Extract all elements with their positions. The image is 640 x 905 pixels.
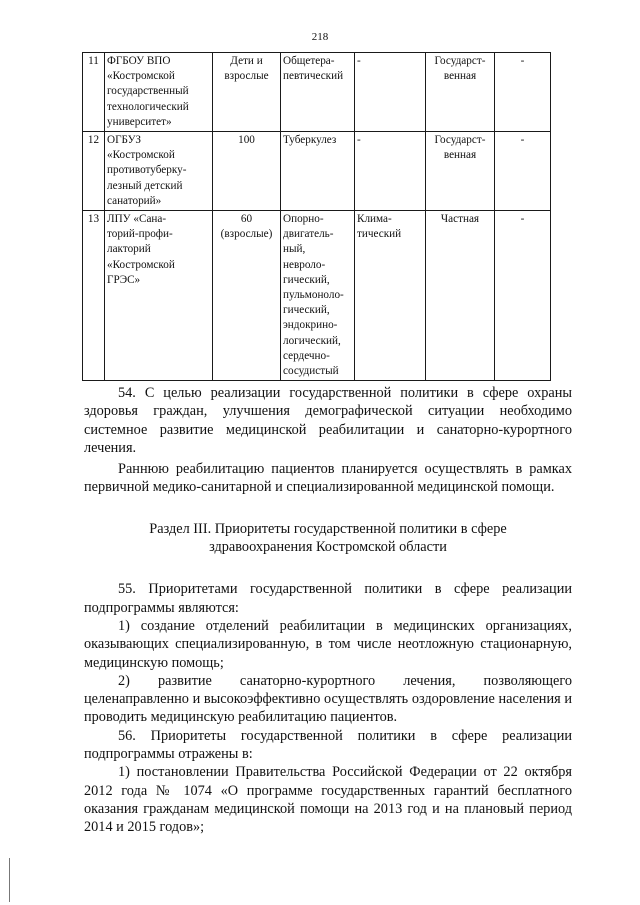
cell-line: (взрослые) xyxy=(220,228,273,241)
cell-line: университет» xyxy=(107,115,172,128)
paragraph-55-item-2: 2) развитие санаторно-курортного лечения, позволяющего целенаправленно и высокоэффективно осуществлять оздоровление населения и проводить медицинскую реабилитацию пациентов. xyxy=(84,672,572,726)
cell-line: - xyxy=(520,134,525,147)
cell-line: двигатель- xyxy=(283,228,334,241)
cell-treatment-factor xyxy=(355,53,426,132)
body-text xyxy=(84,384,572,837)
cell-age-capacity xyxy=(213,211,281,381)
cell-line: ГРЭС» xyxy=(107,273,141,286)
paragraph-54-early-rehab: Раннюю реабилитацию пациентов планируется осуществлять в рамках первичной медико-санитарной и специализированной медицинской помощи. xyxy=(84,461,572,496)
cell-line: Общетера- xyxy=(283,55,335,67)
paragraph-55-item-1: 1) создание отделений реабилитации в медицинских организациях, оказывающих специализированную, в том числе неотложную стационарную, медицинскую помощь; xyxy=(84,617,572,671)
cell-line: сердечно- xyxy=(283,349,330,362)
cell-line: пульмоноло- xyxy=(283,289,344,302)
cell-line: Частная xyxy=(440,213,480,226)
table-row xyxy=(83,53,551,132)
table-row xyxy=(83,132,551,211)
cell-ownership-form xyxy=(426,211,495,381)
cell-treatment-factor xyxy=(355,132,426,211)
cell-number: 12 xyxy=(83,132,105,211)
cell-line: ОГБУЗ xyxy=(107,134,141,147)
cell-line: Клима- xyxy=(357,213,392,226)
cell-medical-profile xyxy=(281,211,355,381)
cell-line: - xyxy=(357,134,361,147)
cell-line: Дети и xyxy=(230,55,263,67)
cell-line: сосудистый xyxy=(283,365,339,378)
cell-age-capacity xyxy=(213,132,281,211)
cell-ownership-form xyxy=(426,53,495,132)
cell-line: Туберкулез xyxy=(283,134,337,147)
cell-line: лакторий xyxy=(107,243,151,256)
facilities-table xyxy=(82,52,551,381)
cell-line: «Костромской xyxy=(107,258,175,271)
cell-line: тический xyxy=(357,228,402,241)
cell-line: - xyxy=(520,55,525,67)
cell-line: логический, xyxy=(283,334,341,347)
cell-number: 13 xyxy=(83,211,105,381)
paragraph-56-item-1: 1) постановлении Правительства Российской Федерации от 22 октября 2012 года № 1074 «О программе государственных гарантий бесплатного оказания гражданам медицинской помощи на 2013 год и на плановый период 2014 и 2015 годов»; xyxy=(84,764,572,836)
cell-line: противотуберку- xyxy=(107,164,187,177)
page-number: 218 xyxy=(311,31,329,43)
cell-line: гический, xyxy=(283,304,330,317)
section-heading-line-2: здравоохранения Костромской области xyxy=(209,539,447,556)
cell-extra xyxy=(495,53,551,132)
cell-line: ФГБОУ ВПО xyxy=(107,55,171,67)
cell-line: гический, xyxy=(283,273,330,286)
cell-institution-name xyxy=(105,211,213,381)
facilities-table-body xyxy=(83,53,551,381)
section-heading xyxy=(84,520,572,557)
cell-line: ЛПУ «Сана- xyxy=(107,213,167,226)
cell-line: венная xyxy=(443,70,477,83)
cell-line: 60 xyxy=(240,213,253,226)
cell-line: эндокрино- xyxy=(283,319,338,332)
cell-line: 100 xyxy=(238,134,255,147)
cell-age-capacity xyxy=(213,53,281,132)
cell-line: - xyxy=(520,213,525,226)
cell-medical-profile xyxy=(281,132,355,211)
cell-extra xyxy=(495,132,551,211)
cell-treatment-factor xyxy=(355,211,426,381)
cell-line: венная xyxy=(443,149,477,162)
cell-ownership-form xyxy=(426,132,495,211)
cell-line: лезный детский xyxy=(107,179,183,192)
cell-line: - xyxy=(357,55,361,67)
cell-line: Опорно- xyxy=(283,213,324,226)
cell-line: торий-профи- xyxy=(107,228,173,241)
table-row xyxy=(83,211,551,381)
cell-line: невроло- xyxy=(283,258,326,271)
paragraph-55: 55. Приоритетами государственной политики в сфере реализации подпрограммы являются: xyxy=(84,581,572,616)
cell-line: певтический xyxy=(283,70,344,83)
section-heading-line-1: Раздел III. Приоритеты государственной политики в сфере xyxy=(149,520,507,537)
cell-line: взрослые xyxy=(224,70,269,83)
cell-line: Государст- xyxy=(434,134,486,147)
cell-medical-profile xyxy=(281,53,355,132)
cell-line: технологический xyxy=(107,100,189,113)
paragraph-54: 54. С целью реализации государственной политики в сфере охраны здоровья граждан, улучшения демографической ситуации необходимо системное развитие медицинской реабилитации и санаторно-курортного лечения. xyxy=(84,385,572,456)
cell-line: государственный xyxy=(107,85,189,98)
cell-line: санаторий» xyxy=(107,194,162,207)
cell-line: «Костромской xyxy=(107,149,175,162)
cell-extra xyxy=(495,211,551,381)
cell-line: Государст- xyxy=(434,55,486,67)
cell-line: «Костромской xyxy=(107,70,175,83)
paragraph-56: 56. Приоритеты государственной политики в сфере реализации подпрограммы отражены в: xyxy=(84,727,572,763)
cell-institution-name xyxy=(105,53,213,132)
cell-number: 11 xyxy=(83,53,105,132)
margin-mark xyxy=(9,858,10,902)
cell-institution-name xyxy=(105,132,213,211)
cell-line: ный, xyxy=(283,243,306,256)
